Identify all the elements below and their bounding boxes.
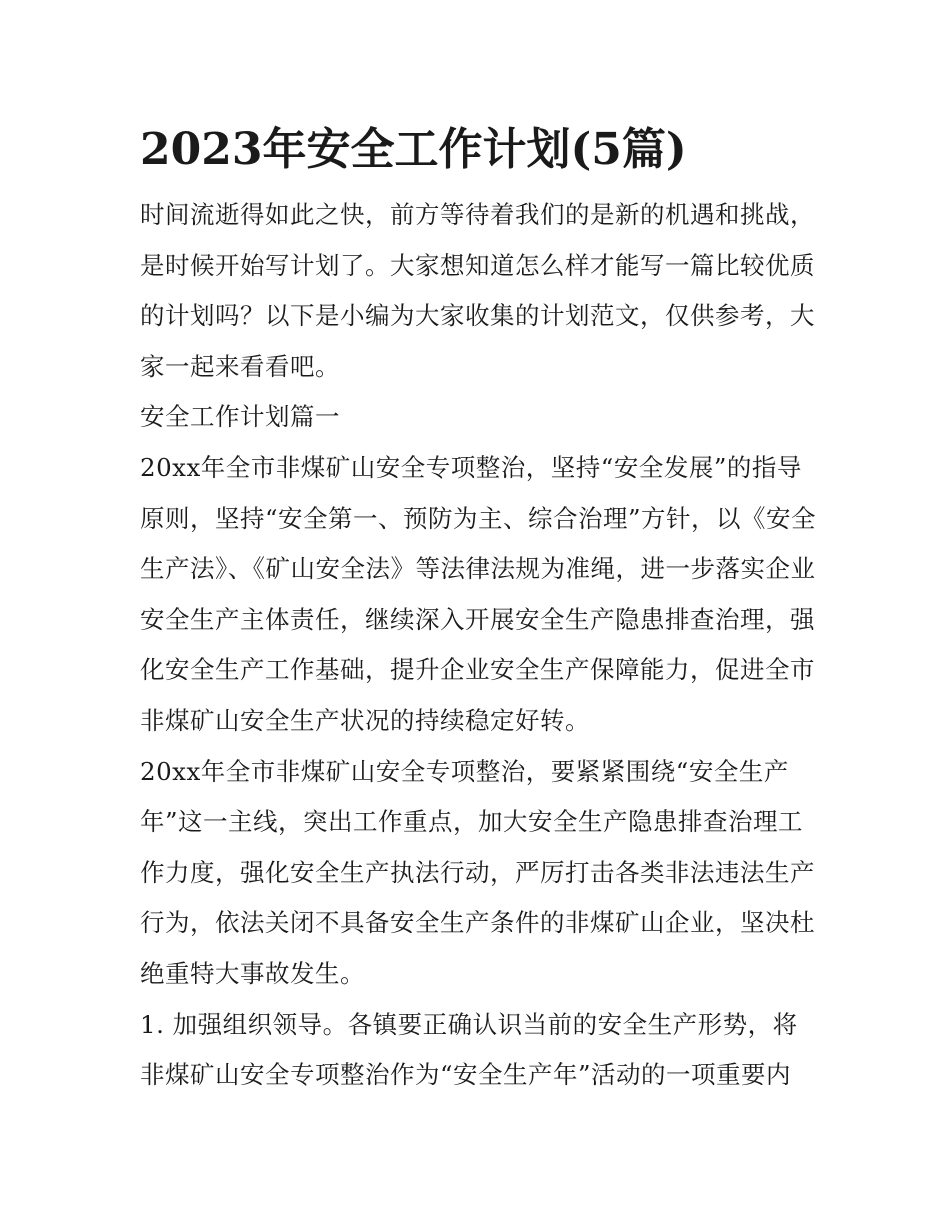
body-paragraph: 1. 加强组织领导。各镇要正确认识当前的安全生产形势，将非煤矿山安全专项整治作为“安全生产年”活动的一项重要内 (140, 1009, 798, 1090)
body-paragraph: 20xx年全市非煤矿山安全专项整治，坚持“安全发展”的指导原则，坚持“安全第一、预防为主、综合治理”方针，以《安全生产法》、《矿山安全法》等法律法规为准绳，进一步落实企业安全生产主体责任，继续深入开展安全生产隐患排查治理，强化安全生产工作基础，提升企业安全生产保障能力，促进全市非煤矿山安全生产状况的持续稳定好转。 (140, 452, 817, 735)
section-heading: 安全工作计划篇一 (140, 402, 340, 432)
intro-paragraph: 时间流逝得如此之快，前方等待着我们的是新的机遇和挑战，是时候开始写计划了。大家想知道怎么样才能写一篇比较优质的计划吗？以下是小编为大家收集的计划范文，仅供参考，大家一起来看看吧。 (140, 200, 815, 381)
body-paragraph: 20xx年全市非煤矿山安全专项整治，要紧紧围绕“安全生产年”这一主线，突出工作重点，加大安全生产隐患排查治理工作力度，强化安全生产执法行动，严厉打击各类非法违法生产行为，依法关闭不具备安全生产条件的非煤矿山企业，坚决杜绝重特大事故发生。 (140, 756, 815, 988)
document-body (140, 118, 820, 1101)
document-title: 2023年安全工作计划(5篇) (140, 124, 687, 175)
